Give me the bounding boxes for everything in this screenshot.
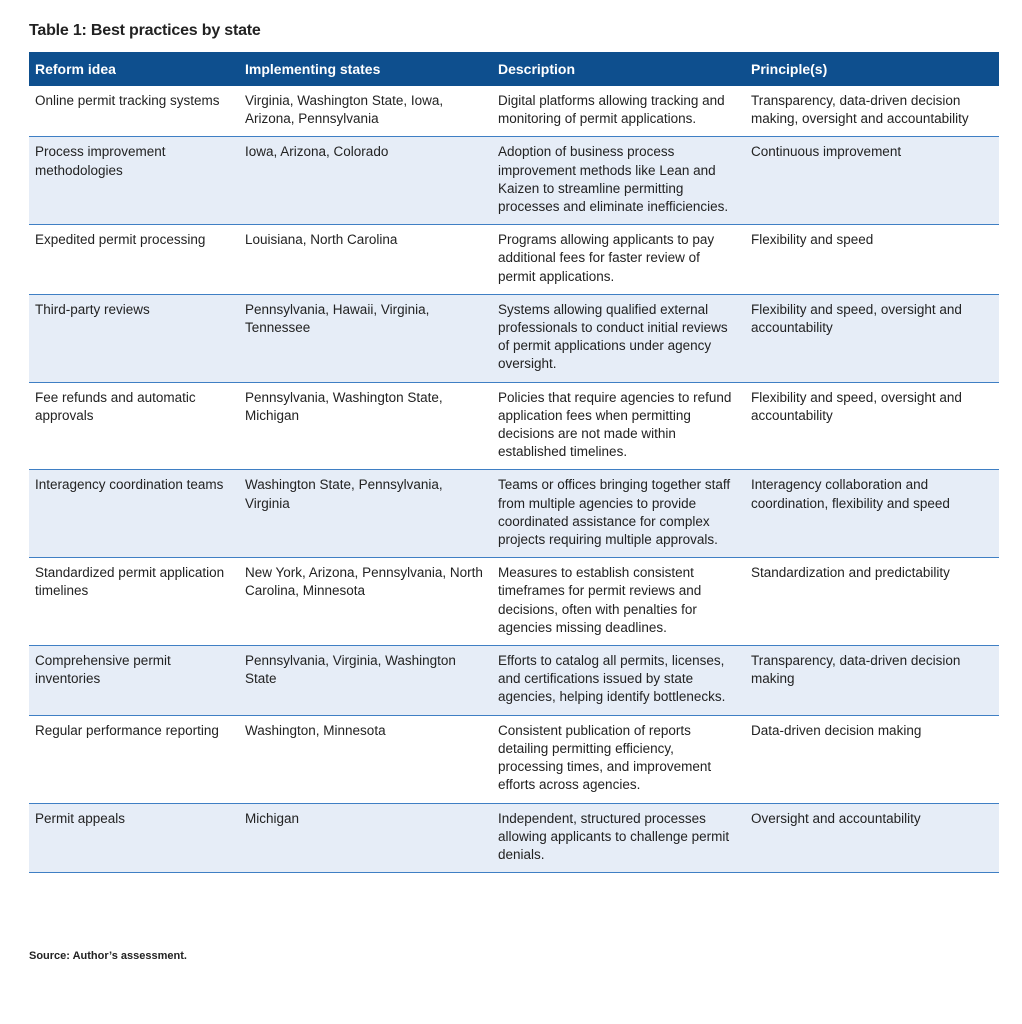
table-row (29, 558, 999, 646)
source-note: Source: Author’s assessment. (29, 950, 187, 962)
cell-reform-idea: Standardized permit application timelines (29, 558, 239, 646)
cell-implementing-states: Michigan (239, 803, 492, 873)
cell-implementing-states: Louisiana, North Carolina (239, 225, 492, 295)
cell-reform-idea: Third-party reviews (29, 294, 239, 382)
cell-principles: Oversight and accountability (745, 803, 999, 873)
column-header-principles: Principle(s) (751, 60, 828, 77)
cell-principles: Transparency, data-driven decision making, oversight and accountability (745, 86, 999, 137)
cell-reform-idea: Interagency coordination teams (29, 470, 239, 558)
cell-reform-idea: Online permit tracking systems (29, 86, 239, 137)
cell-implementing-states: Pennsylvania, Washington State, Michigan (239, 382, 492, 470)
cell-principles: Continuous improvement (745, 137, 999, 225)
cell-implementing-states: Iowa, Arizona, Colorado (239, 137, 492, 225)
cell-description: Teams or offices bringing together staff from multiple agencies to provide coordinated assistance for complex projects requiring multiple approvals. (492, 470, 745, 558)
table-title: Table 1: Best practices by state (29, 22, 261, 39)
cell-description: Policies that require agencies to refund application fees when permitting decisions are not made within established timelines. (492, 382, 745, 470)
table-row (29, 225, 999, 295)
cell-principles: Transparency, data-driven decision making (745, 646, 999, 716)
cell-implementing-states: Pennsylvania, Virginia, Washington State (239, 646, 492, 716)
cell-reform-idea: Regular performance reporting (29, 715, 239, 803)
cell-principles: Flexibility and speed, oversight and accountability (745, 294, 999, 382)
cell-description: Digital platforms allowing tracking and monitoring of permit applications. (492, 86, 745, 137)
cell-description: Independent, structured processes allowing applicants to challenge permit denials. (492, 803, 745, 873)
cell-principles: Interagency collaboration and coordination, flexibility and speed (745, 470, 999, 558)
cell-description: Measures to establish consistent timeframes for permit reviews and decisions, often with penalties for agencies missing deadlines. (492, 558, 745, 646)
table-row (29, 86, 999, 137)
cell-description: Consistent publication of reports detailing permitting efficiency, processing times, and improvement efforts across agencies. (492, 715, 745, 803)
cell-principles: Flexibility and speed (745, 225, 999, 295)
cell-principles: Standardization and predictability (745, 558, 999, 646)
cell-description: Programs allowing applicants to pay additional fees for faster review of permit applications. (492, 225, 745, 295)
table-header (29, 52, 999, 86)
header-row (29, 52, 999, 86)
table-body (29, 86, 999, 873)
cell-reform-idea: Fee refunds and automatic approvals (29, 382, 239, 470)
table-row (29, 803, 999, 873)
cell-implementing-states: Virginia, Washington State, Iowa, Arizona, Pennsylvania (239, 86, 492, 137)
table-row (29, 137, 999, 225)
best-practices-table (29, 52, 999, 873)
cell-reform-idea: Process improvement methodologies (29, 137, 239, 225)
cell-implementing-states: Washington, Minnesota (239, 715, 492, 803)
column-header-reform-idea: Reform idea (35, 60, 116, 77)
cell-description: Efforts to catalog all permits, licenses, and certifications issued by state agencies, helping identify bottlenecks. (492, 646, 745, 716)
cell-principles: Flexibility and speed, oversight and accountability (745, 382, 999, 470)
column-header-description: Description (498, 60, 576, 77)
table-row (29, 646, 999, 716)
table-row (29, 294, 999, 382)
cell-implementing-states: Washington State, Pennsylvania, Virginia (239, 470, 492, 558)
column-header-implementing-states: Implementing states (245, 60, 381, 77)
table-row (29, 470, 999, 558)
cell-description: Adoption of business process improvement methods like Lean and Kaizen to streamline permitting processes and eliminate inefficiencies. (492, 137, 745, 225)
table-row (29, 382, 999, 470)
cell-description: Systems allowing qualified external professionals to conduct initial reviews of permit applications under agency oversight. (492, 294, 745, 382)
table-row (29, 715, 999, 803)
cell-principles: Data-driven decision making (745, 715, 999, 803)
cell-implementing-states: Pennsylvania, Hawaii, Virginia, Tennessee (239, 294, 492, 382)
cell-reform-idea: Permit appeals (29, 803, 239, 873)
cell-implementing-states: New York, Arizona, Pennsylvania, North Carolina, Minnesota (239, 558, 492, 646)
cell-reform-idea: Comprehensive permit inventories (29, 646, 239, 716)
cell-reform-idea: Expedited permit processing (29, 225, 239, 295)
